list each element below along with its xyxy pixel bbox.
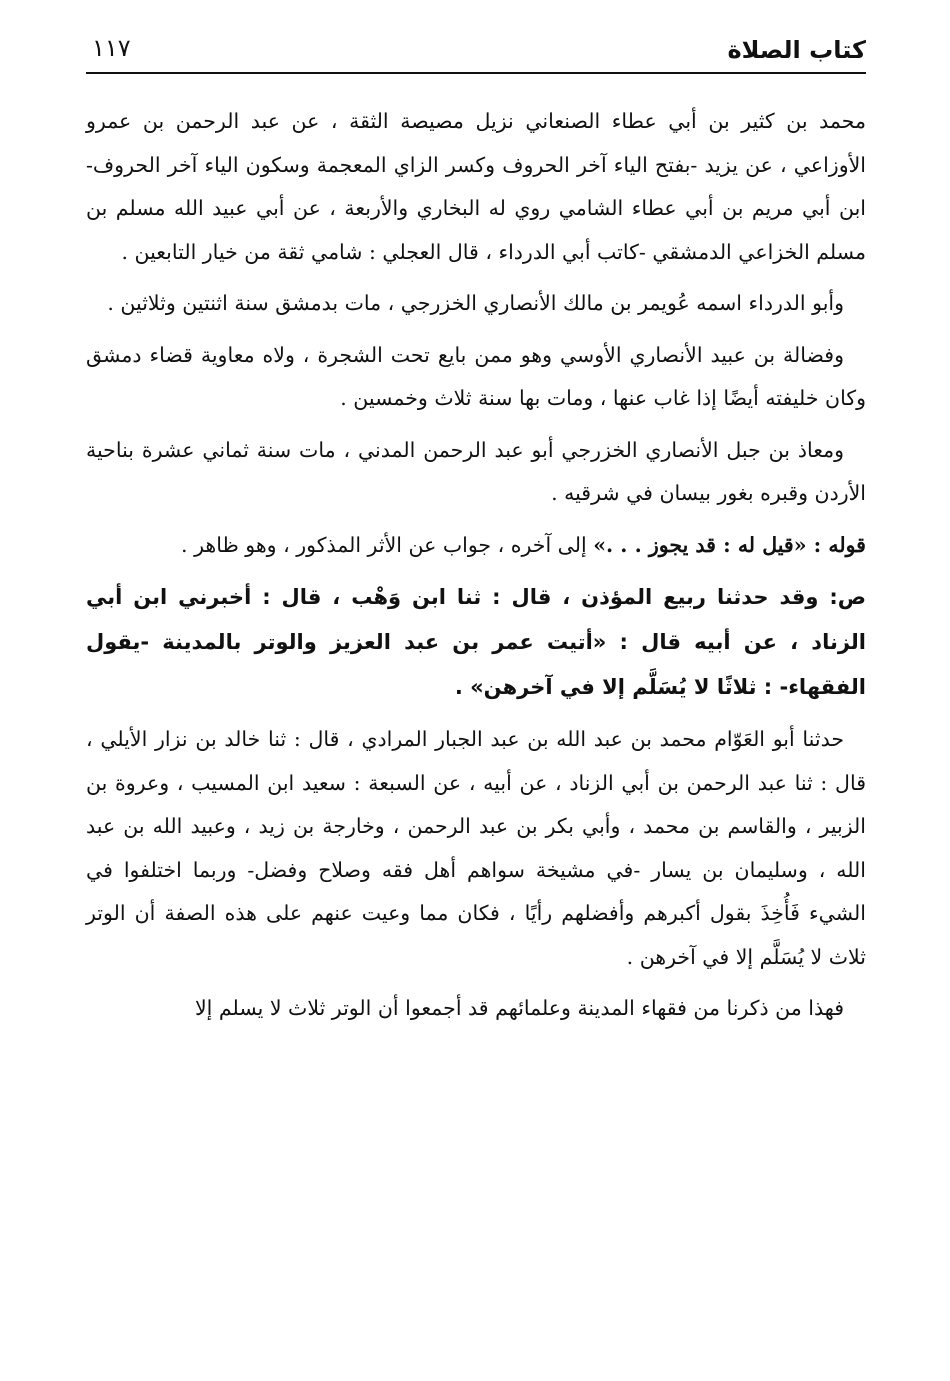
paragraph-fadala: وفضالة بن عبيد الأنصاري الأوسي وهو ممن بايع تحت الشجرة ، ولاه معاوية قضاء دمشق وكان خليفته أيضًا إذا غاب عنها ، ومات بها سنة ثلاث وخمسين . [86, 342, 866, 410]
running-title: كتاب الصلاة [727, 36, 866, 64]
paragraph-narrator-chain: محمد بن كثير بن أبي عطاء الصنعاني نزيل مصيصة الثقة ، عن عبد الرحمن بن عمرو الأوزاعي ، عن يزيد -بفتح الياء آخر الحروف وكسر الزاي المعجمة وسكون الياء آخر الحروف- ابن أبي مريم بن أبي عطاء الشامي روي له البخاري والأربعة ، عن أبي عبيد الله مسلم بن مسلم الخزاعي الدمشقي -كاتب أبي الدرداء ، قال العجلي : شامي ثقة من خيار التابعين . [86, 109, 866, 264]
matn-text: وقد حدثنا ربيع المؤذن ، قال : ثنا ابن وَهْب ، قال : أخبرني ابن أبي الزناد ، عن أبيه قال : «أتيت عمر بن عبد العزيز والوتر بالمدينة -يقول الفقهاء- : ثلاثًا لا يُسَلَّم إلا في آخرهن» . [86, 585, 866, 699]
paragraph-qawluhu [86, 524, 866, 568]
paragraph-abu-darda: وأبو الدرداء اسمه عُويمر بن مالك الأنصاري الخزرجي ، مات بدمشق سنة اثنتين وثلاثين . [107, 291, 844, 315]
paragraph-conclusion: فهذا من ذكرنا من فقهاء المدينة وعلمائهم قد أجمعوا أن الوتر ثلاث لا يسلم إلا [194, 996, 844, 1020]
paragraph-seven-jurists: حدثنا أبو العَوّام محمد بن عبد الله بن عبد الجبار المرادي ، قال : ثنا خالد بن نزار الأيلي ، قال : ثنا عبد الرحمن بن أبي الزناد ، عن أبيه ، عن السبعة : سعيد ابن المسيب ، وعروة بن الزبير ، والقاسم بن محمد ، وأبي بكر بن عبد الرحمن ، وخارجة بن زيد ، وعبيد الله بن عبد الله ، وسليمان بن يسار -في مشيخة سواهم أهل فقه وصلاح وفضل- وربما اختلفوا في الشيء فَأُخِذَ بقول أكبرهم وأفضلهم رأيًا ، فكان مما وعيت عنهم على هذه الصفة أن الوتر ثلاث لا يُسَلَّم إلا في آخرهن . [86, 727, 866, 969]
page-number: ١١٧ [92, 34, 131, 62]
paragraph-matn [86, 575, 866, 710]
qawluhu-heading: قوله : «قيل له : قد يجوز . . .» [593, 532, 866, 557]
page-header [86, 28, 866, 74]
paragraph-muadh: ومعاذ بن جبل الأنصاري الخزرجي أبو عبد الرحمن المدني ، مات سنة ثماني عشرة بناحية الأردن وقبره بغور بيسان في شرقيه . [86, 437, 866, 505]
page-body [86, 100, 866, 1039]
matn-marker: ص: [829, 585, 866, 609]
qawluhu-text: إلى آخره ، جواب عن الأثر المذكور ، وهو ظاهر . [181, 532, 594, 557]
